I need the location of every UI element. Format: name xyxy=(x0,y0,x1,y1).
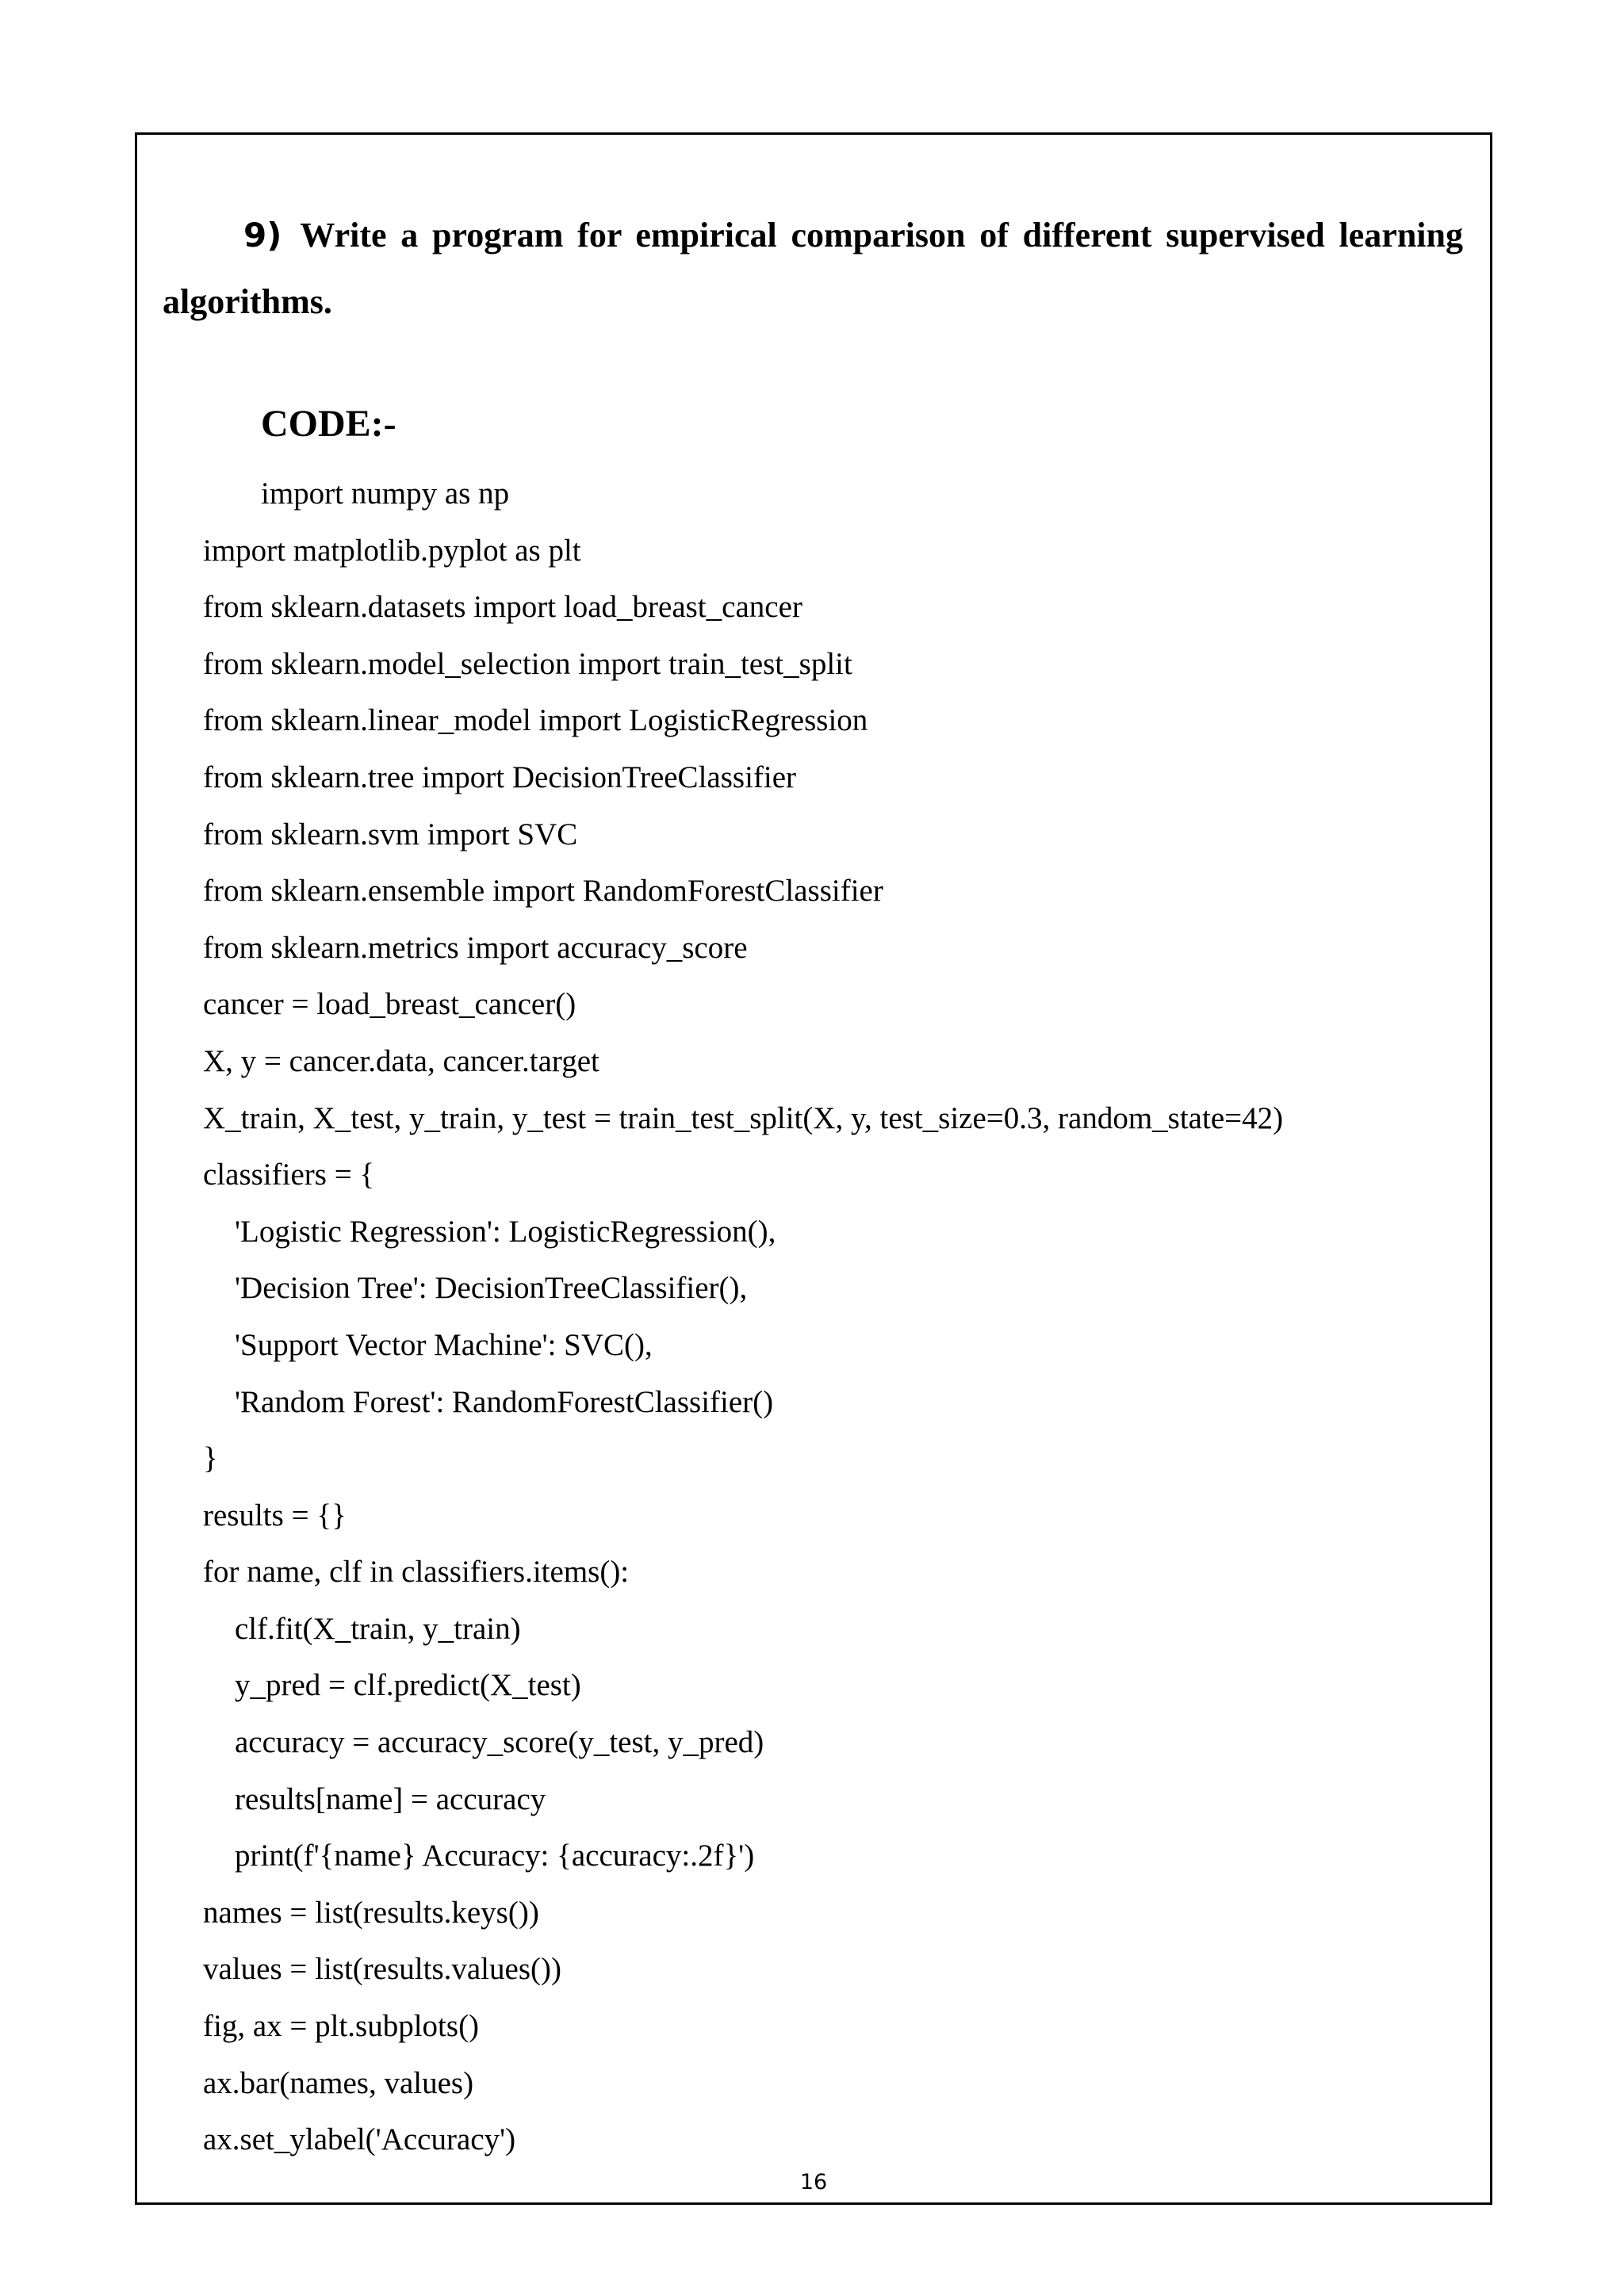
code-line: from sklearn.linear_model import LogisticRegression xyxy=(203,703,868,738)
page-border xyxy=(135,132,1492,2205)
code-line: y_pred = clf.predict(X_test) xyxy=(235,1668,581,1703)
code-line: results = {} xyxy=(203,1498,347,1533)
code-line: from sklearn.datasets import load_breast_cancer xyxy=(203,590,802,625)
code-line: from sklearn.tree import DecisionTreeClassifier xyxy=(203,760,797,794)
code-line: accuracy = accuracy_score(y_test, y_pred) xyxy=(235,1725,764,1760)
code-line: from sklearn.ensemble import RandomForestClassifier xyxy=(203,874,883,909)
code-line: fig, ax = plt.subplots() xyxy=(203,2009,480,2044)
question-number: 9) xyxy=(243,216,282,254)
code-line: classifiers = { xyxy=(203,1158,375,1192)
code-line: X, y = cancer.data, cancer.target xyxy=(203,1043,599,1078)
code-line: ax.bar(names, values) xyxy=(203,2065,474,2100)
code-block xyxy=(203,465,1488,2168)
code-line: 'Logistic Regression': LogisticRegression(), xyxy=(235,1214,776,1249)
code-line: import numpy as np xyxy=(261,476,510,511)
code-line: from sklearn.metrics import accuracy_score xyxy=(203,930,748,965)
code-line: } xyxy=(203,1441,218,1476)
code-line: results[name] = accuracy xyxy=(235,1781,546,1816)
code-line: clf.fit(X_train, y_train) xyxy=(235,1611,521,1646)
code-line: import matplotlib.pyplot as plt xyxy=(203,533,581,568)
page-number: 16 xyxy=(799,2170,828,2195)
code-heading: CODE:- xyxy=(261,403,396,445)
code-line: 'Support Vector Machine': SVC(), xyxy=(235,1327,653,1362)
code-line: cancer = load_breast_cancer() xyxy=(203,987,576,1022)
code-line: 'Decision Tree': DecisionTreeClassifier(), xyxy=(235,1271,748,1306)
question-text: Write a program for empirical comparison of different supervised learning algorithms. xyxy=(163,216,1463,321)
code-line: X_train, X_test, y_train, y_test = train_test_split(X, y, test_size=0.3, random_state=42) xyxy=(203,1100,1284,1135)
question-heading xyxy=(163,202,1463,335)
code-line: 'Random Forest': RandomForestClassifier() xyxy=(235,1384,774,1419)
code-line: for name, clf in classifiers.items(): xyxy=(203,1555,630,1590)
code-line: from sklearn.model_selection import train_test_split xyxy=(203,646,852,681)
code-line: from sklearn.svm import SVC xyxy=(203,817,578,851)
code-line: print(f'{name} Accuracy: {accuracy:.2f}') xyxy=(235,1839,755,1873)
code-line: values = list(results.values()) xyxy=(203,1952,561,1987)
code-line: ax.set_ylabel('Accuracy') xyxy=(203,2122,516,2157)
code-line: names = list(results.keys()) xyxy=(203,1895,539,1930)
